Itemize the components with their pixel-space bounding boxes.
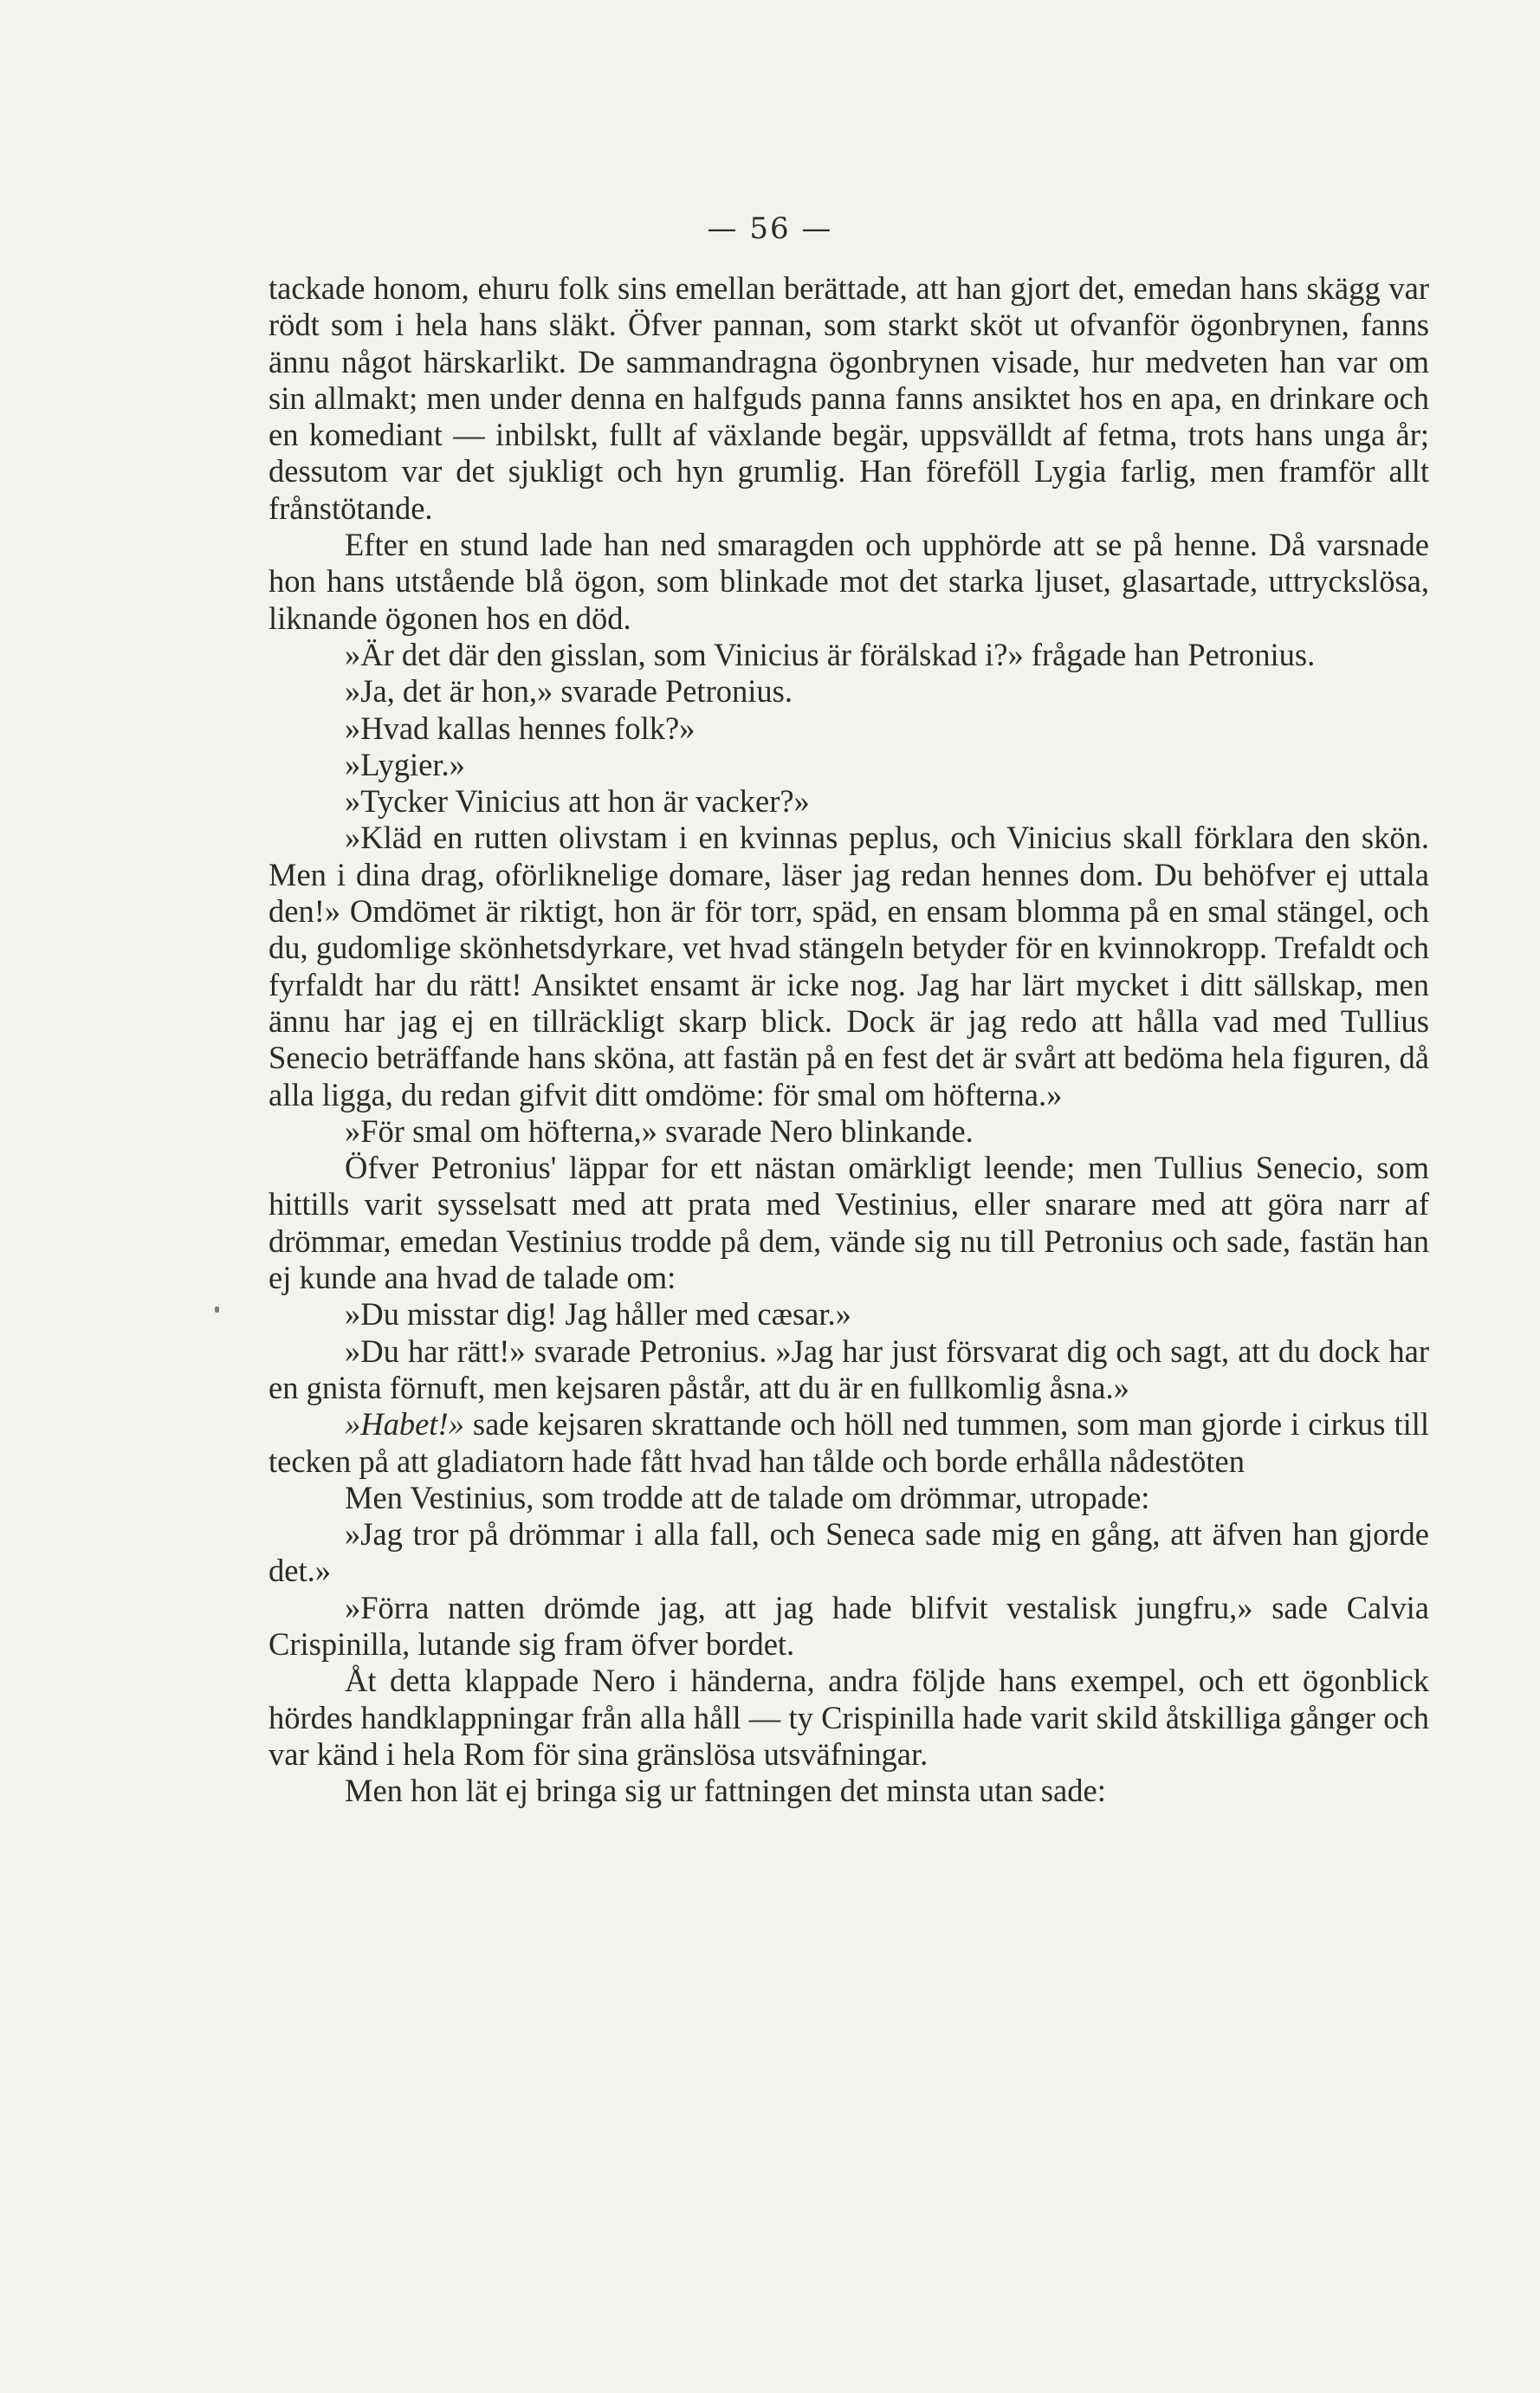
paragraph: Öfver Petronius' läppar for ett nästan omärkligt leende; men Tullius Senecio, som hittills varit sysselsatt med att prata med Vestinius, eller snarare med att göra narr af drömmar, emedan Vestinius trodde på dem, vände sig nu till Petronius och sade, fastän han ej kunde ana hvad de talade om: (269, 1150, 1429, 1296)
paragraph: »Du misstar dig! Jag håller med cæsar.» (345, 1296, 851, 1333)
page-number: — 56 — (707, 211, 833, 246)
body-text (269, 270, 1429, 1809)
paragraph-habet (269, 1406, 1429, 1480)
paragraph: »Tycker Vinicius att hon är vacker?» (345, 783, 810, 820)
paragraph-habet-text: sade kejsaren skrattande och höll ned tummen, som man gjorde i cirkus till tecken på att gladiatorn hade fått hvad han tålde och borde erhålla nådestöten (269, 1406, 1430, 1479)
habet-quote: »Habet!» (345, 1406, 464, 1443)
paragraph: »Är det där den gisslan, som Vinicius är förälskad i?» frågade han Petronius. (345, 636, 1316, 672)
paragraph: »Förra natten drömde jag, att jag hade blifvit vestalisk jungfru,» sade Calvia Crispinilla, lutande sig fram öfver bordet. (269, 1589, 1429, 1662)
paragraph: Efter en stund lade han ned smaragden och upphörde att se på henne. Då varsnade hon hans utstående blå ögon, som blinkade mot det starka ljuset, glasartade, uttryckslösa, liknande ögonen hos en död. (269, 527, 1429, 636)
paragraph: »Du har rätt!» svarade Petronius. »Jag har just försvarat dig och sagt, att du dock har en gnista förnuft, men kejsaren påstår, att du är en fullkomlig åsna.» (269, 1333, 1429, 1405)
margin-speck (215, 1307, 219, 1313)
paragraph: Åt detta klappade Nero i händerna, andra följde hans exempel, och ett ögonblick hördes handklappningar från alla håll — ty Crispinilla hade varit skild åtskilliga gånger och var känd i hela Rom för sina gränslösa utsväfningar. (269, 1663, 1429, 1772)
paragraph: Men Vestinius, som trodde att de talade om drömmar, utropade: (345, 1479, 1150, 1515)
paragraph: »Jag tror på drömmar i alla fall, och Seneca sade mig en gång, att äfven han gjorde det.» (269, 1516, 1429, 1589)
paragraph: »Ja, det är hon,» svarade Petronius. (345, 673, 793, 710)
paragraph: tackade honom, ehuru folk sins emellan berättade, att han gjort det, emedan hans skägg var rödt som i hela hans släkt. Öfver pannan, som starkt sköt ut ofvanför ögonbrynen, fanns ännu något härskarlikt. De sammandragna ögonbrynen visade, hur medveten han var om sin allmakt; men under denna en halfguds panna fanns ansiktet hos en apa, en drinkare och en komediant — inbilskt, fullt af växlande begär, uppsvälldt af fetma, trots hans unga år; dessutom var det sjukligt och hyn grumlig. Han föreföll Lygia farlig, men framför allt frånstötande. (269, 270, 1429, 526)
paragraph: »Kläd en rutten olivstam i en kvinnas peplus, och Vinicius skall förklara den skön. Men i dina drag, oförliknelige domare, läser jag redan hennes dom. Du behöfver ej uttala den!» Omdömet är riktigt, hon är för torr, späd, en ensam blomma på en smal stängel, och du, gudomlige skönhetsdyrkare, vet hvad stängeln betyder för en kvinnokropp. Trefaldt och fyrfaldt har du rätt! Ansiktet ensamt är icke nog. Jag har lärt mycket i ditt sällskap, men ännu har jag ej en tillräckligt skarp blick. Dock är jag redo att hålla vad med Tullius Senecio beträffande hans sköna, att fastän på en fest det är svårt att bedöma hela figuren, då alla ligga, du redan gifvit ditt omdöme: för smal om höfterna.» (269, 820, 1429, 1112)
paragraph: Men hon lät ej bringa sig ur fattningen det minsta utan sade: (345, 1773, 1106, 1809)
paragraph: »För smal om höfterna,» svarade Nero blinkande. (345, 1112, 974, 1149)
paragraph: »Hvad kallas hennes folk?» (345, 710, 696, 746)
paragraph: »Lygier.» (345, 746, 465, 782)
